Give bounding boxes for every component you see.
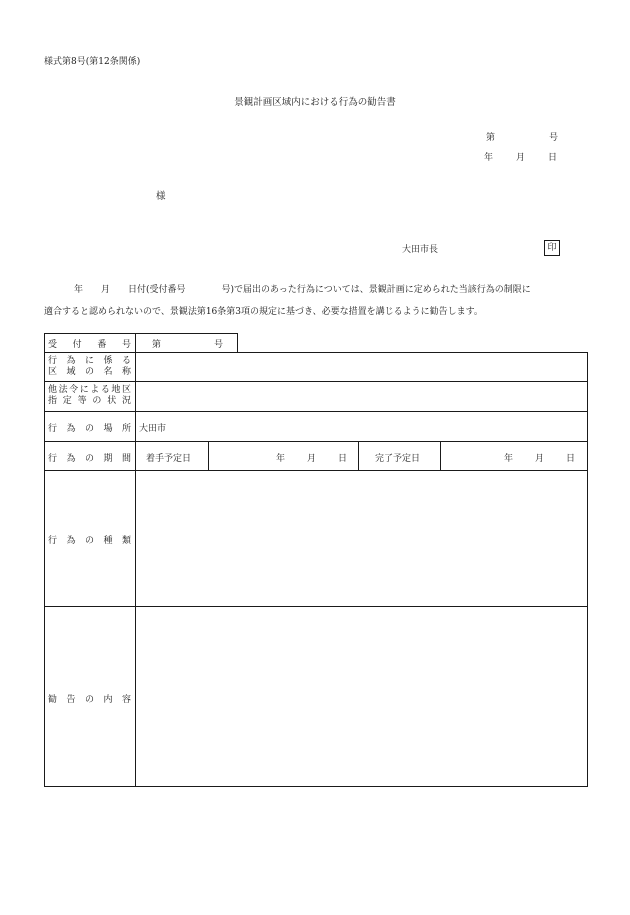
area-name-field[interactable] xyxy=(137,353,585,380)
start-month: 月 xyxy=(307,454,317,464)
form-number: 様式第8号(第12条関係) xyxy=(44,57,141,67)
location-label: 行為の場所 xyxy=(48,424,131,434)
start-year: 年 xyxy=(276,454,286,464)
act-type-field[interactable] xyxy=(137,472,585,604)
receipt-number-suffix: 号 xyxy=(214,340,224,350)
period-label: 行為の期間 xyxy=(48,454,131,464)
end-date-label: 完了予定日 xyxy=(375,454,421,464)
document-number-prefix: 第 xyxy=(486,133,496,143)
end-month: 月 xyxy=(535,454,545,464)
location-value[interactable]: 大田市 xyxy=(139,424,167,434)
start-date-label: 着手予定日 xyxy=(146,454,192,464)
date-day: 日 xyxy=(548,153,558,163)
other-law-label-line-1: 他法令による地区 xyxy=(48,385,131,395)
seal-stamp: 印 xyxy=(544,240,560,256)
advice-content-field[interactable] xyxy=(137,608,585,784)
start-day: 日 xyxy=(338,454,348,464)
issuer-name: 大田市長 xyxy=(402,245,439,255)
receipt-number-label: 受付番号 xyxy=(48,340,131,350)
document-title: 景観計画区域内における行為の勧告書 xyxy=(234,97,396,108)
advice-body-text xyxy=(44,279,589,323)
addressee-suffix: 様 xyxy=(156,191,166,202)
other-law-label-line-2: 指定等の状況 xyxy=(48,396,131,406)
date-month: 月 xyxy=(516,153,526,163)
advice-content-label: 勧告の内容 xyxy=(48,695,131,705)
area-name-label-line-1: 行為に係る xyxy=(48,356,131,366)
body-line-2: 適合すると認められないので、景観法第16条第3項の規定に基づき、必要な措置を講じるように勧告します。 xyxy=(44,307,483,317)
receipt-number-field[interactable] xyxy=(139,333,233,352)
act-type-label: 行為の種類 xyxy=(48,536,131,546)
area-name-label-line-2: 区域の名称 xyxy=(48,367,131,377)
other-law-field[interactable] xyxy=(137,382,585,410)
document-number-suffix: 号 xyxy=(548,133,558,143)
receipt-number-prefix: 第 xyxy=(152,340,162,350)
end-day: 日 xyxy=(566,454,576,464)
date-year: 年 xyxy=(484,153,494,163)
body-line-1: 年 月 日付(受付番号 号)で届出のあった行為については、景観計画に定められた当該行為の制限に xyxy=(74,285,531,295)
end-year: 年 xyxy=(504,454,514,464)
